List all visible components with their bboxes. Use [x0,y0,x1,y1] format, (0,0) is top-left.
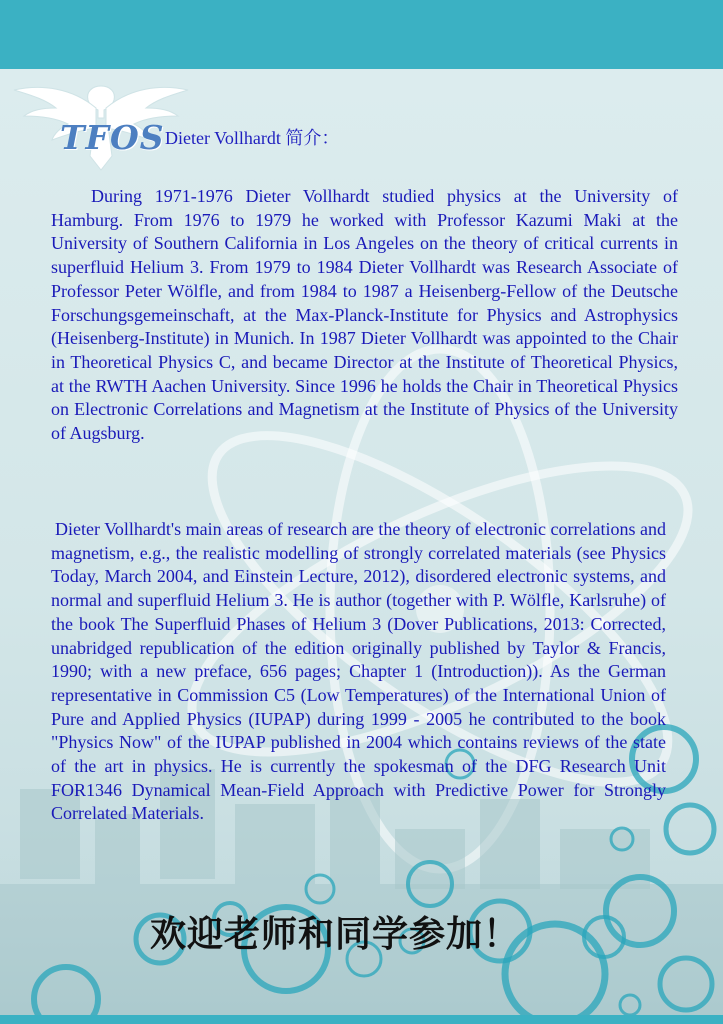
page-title: Dieter Vollhardt 简介： [165,128,340,148]
logo-text: TFOS [60,118,165,157]
tfos-logo [12,78,190,174]
bio-paragraph-research: Dieter Vollhardt's main areas of research are the theory of electronic correlations and magnetism, e.g., the realistic modelling of strongly correlated materials (see Physics Today, March 2004, and Einstein Lecture, 2012), disordered electronic systems, and normal and superfluid Helium 3. He is author (together with P. Wölfle, Karlsruhe) of the book The Superfluid Phases of Helium 3 (Dover Publications, 2013: Corrected, unabridged republication of the edition originally published by Taylor & Francis, 1990; with a new preface, 656 pages; Chapter 1 (Introduction)). As the German representative in Commission C5 (Low Temperatures) of the International Union of Pure and Applied Physics (IUPAP) during 1999 - 2005 he contributed to the book "Physics Now" of the IUPAP published in 2004 which contains reviews of the state of the art in physics. He is currently the spokesman of the DFG Research Unit FOR1346 Dynamical Mean-Field Approach with Predictive Power for Strongly Correlated Materials. [51,519,666,824]
bottom-banner [0,1015,723,1024]
bio-paragraph-career: During 1971-1976 Dieter Vollhardt studied physics at the University of Hamburg. From 1976 to 1979 he worked with Professor Kazumi Maki at the University of Southern California in Los Angeles on the theory of critical currents in superfluid Helium 3. From 1979 to 1984 Dieter Vollhardt was Research Associate of Professor Peter Wölfle, and from 1984 to 1987 a Heisenberg-Fellow of the Deutsche Forschungsgemeinschaft, at the Max-Planck-Institute for Physics and Astrophysics (Heisenberg-Institute) in Munich. In 1987 Dieter Vollhardt was appointed to the Chair in Theoretical Physics C, and became Director at the Institute of Theoretical Physics, at the RWTH Aachen University. Since 1996 he holds the Chair in Theoretical Physics on Electronic Correlations and Magnetism at the Institute of Physics of the University of Augsburg. [51,186,678,444]
top-banner [0,0,723,69]
welcome-message: 欢迎老师和同学参加！ [150,914,521,955]
